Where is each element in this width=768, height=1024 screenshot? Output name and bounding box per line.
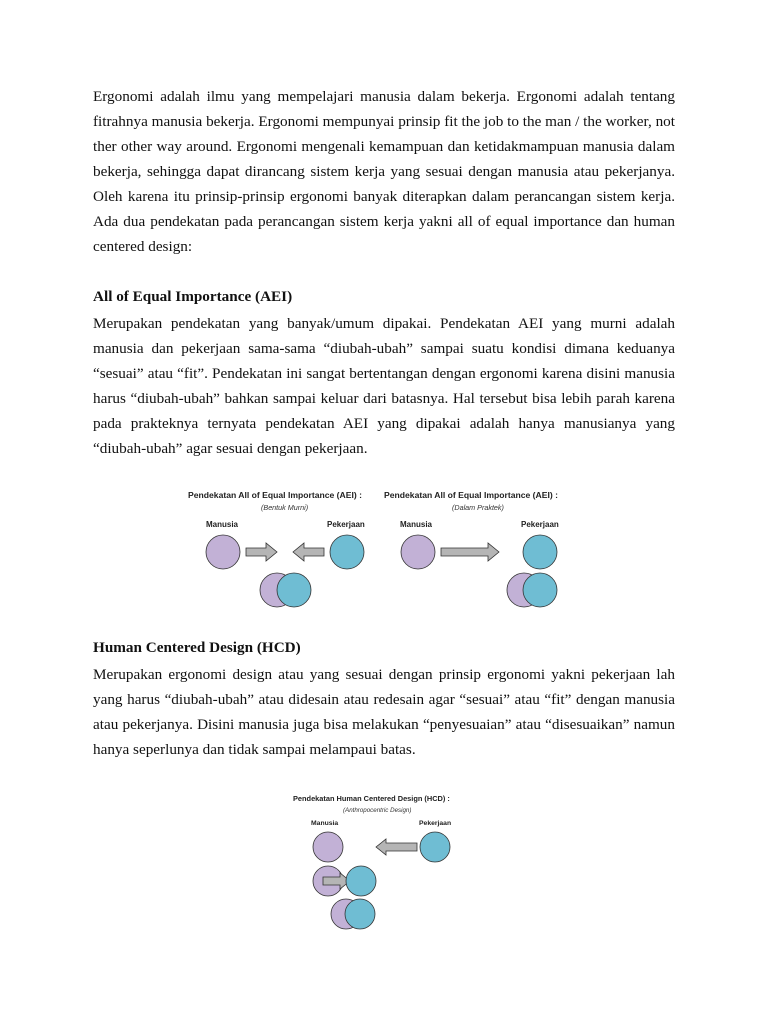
hcd-human-circle [313, 832, 343, 862]
arrow-left-icon [293, 543, 324, 561]
hcd-label-manusia: Manusia [311, 820, 339, 827]
aei-left-fit-job-circle [277, 573, 311, 607]
aei-right-label-pekerjaan: Pekerjaan [521, 520, 559, 529]
aei-right-subtitle: (Dalam Praktek) [452, 503, 504, 512]
aei-right-human-circle [401, 535, 435, 569]
intro-paragraph: Ergonomi adalah ilmu yang mempelajari manusia dalam bekerja. Ergonomi adalah tentang fitrahnya manusia bekerja. Ergonomi mempunyai prinsip fit the job to the man / the worker, not ther other way around. Ergonomi mengenali kemampuan dan ketidakmampuan manusia dalam bekerja, sehingga dapat dirancang sistem kerja yang sesuai dengan manusia atau pekerjanya. Oleh karena itu prinsip-prinsip ergonomi banyak diterapkan dalam perancangan sistem kerja. Ada dua pendekatan pada perancangan sistem kerja yakni all of equal importance dan human centered design: [93, 88, 675, 255]
arrow-left-icon [376, 839, 417, 855]
aei-left-human-circle [206, 535, 240, 569]
aei-paragraph: Merupakan pendekatan yang banyak/umum dipakai. Pendekatan AEI yang murni adalah manusia dan pekerjaan sama-sama “diubah-ubah” sampai suatu kondisi dimana keduanya “sesuai” atau “fit”. Pendekatan ini sangat bertentangan dengan ergonomi karena disini manusia harus “diubah-ubah” bahkan sampai keluar dari batasnya. Hal tersebut bisa lebih parah karena pada prakteknya ternyata pendekatan AEI yang dipakai adalah hanya manusianya yang “diubah-ubah” agar sesuai dengan pekerjaan. [93, 315, 675, 457]
arrow-right-long-icon [441, 543, 499, 561]
aei-right-fit-job-circle [523, 573, 557, 607]
arrow-right-icon [246, 543, 277, 561]
hcd-title: Pendekatan Human Centered Design (HCD) : [293, 794, 450, 803]
hcd-fit-job-circle [345, 899, 375, 929]
hcd-adjust-job-circle [346, 866, 376, 896]
aei-left-subtitle: (Bentuk Murni) [261, 503, 309, 512]
aei-diagram [186, 485, 586, 613]
aei-heading: All of Equal Importance (AEI) [93, 288, 293, 305]
hcd-paragraph: Merupakan ergonomi design atau yang sesuai dengan prinsip ergonomi yakni pekerjaan lah yang harus “diubah-ubah” atau didesain atau redesain agar “sesuai” atau “fit” dengan manusia atau pekerjanya. Disini manusia juga bisa melakukan “penyesuaian” atau “disesuaikan” namun hanya seperlunya dan tidak sampai melampaui batas. [93, 666, 675, 758]
aei-left-label-manusia: Manusia [206, 520, 239, 529]
aei-left-label-pekerjaan: Pekerjaan [327, 520, 365, 529]
aei-left-job-circle [330, 535, 364, 569]
hcd-subtitle: (Anthropocentric Design) [343, 807, 412, 814]
aei-right-job-circle [523, 535, 557, 569]
hcd-label-pekerjaan: Pekerjaan [419, 820, 452, 827]
hcd-heading: Human Centered Design (HCD) [93, 639, 301, 656]
aei-right-label-manusia: Manusia [400, 520, 433, 529]
hcd-job-circle [420, 832, 450, 862]
aei-left-title: Pendekatan All of Equal Importance (AEI) : [188, 490, 362, 500]
aei-right-title: Pendekatan All of Equal Importance (AEI) : [384, 490, 558, 500]
hcd-diagram [290, 790, 490, 935]
